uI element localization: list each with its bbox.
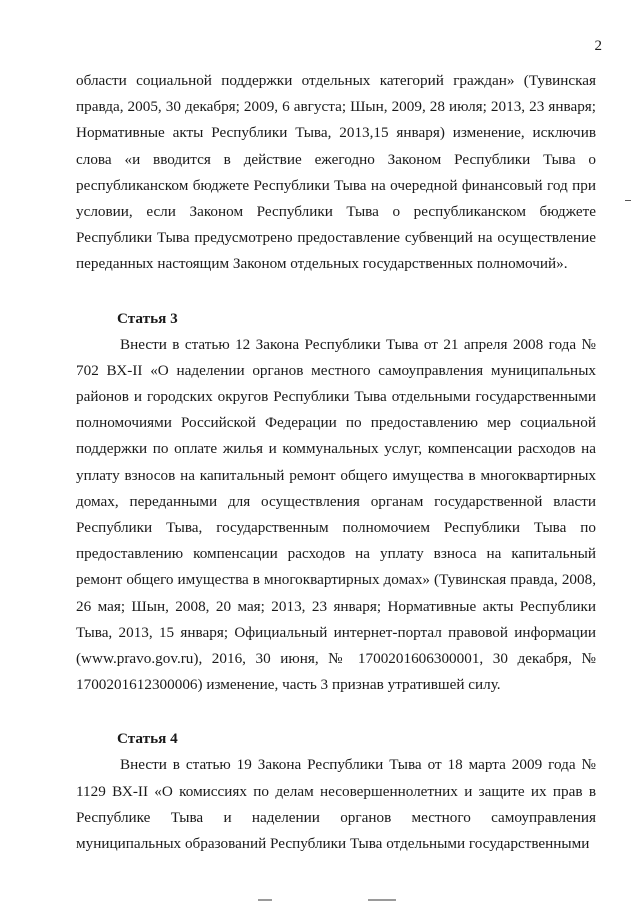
- scan-artifact: [368, 899, 396, 901]
- margin-mark: [625, 200, 631, 201]
- article-3-title: Статья 3: [117, 309, 178, 327]
- page-number: 2: [594, 38, 602, 54]
- article-4-title: Статья 4: [117, 730, 178, 748]
- document-body: [76, 68, 596, 857]
- article-3-text: Внести в статью 12 Закона Республики Тыва от 21 апреля 2008 года № 702 ВХ-II «О наделении органов местного самоуправления муниципальных районов и городских округов Республики Тыва отдельными государственными полномочиями Российской Федерации по предоставлению мер социальной поддержки по оплате жилья и коммунальных услуг, компенсации расходов на уплату взносов на капитальный ремонт общего имущества в многоквартирных домах, переданными для осуществления органам государственной власти Республики Тыва, государственным полномочием Республики Тыва по предоставлению компенсации расходов на уплату взноса на капитальный ремонт общего имущества в многоквартирных домах» (Тувинская правда, 2008, 26 мая; Шын, 2008, 20 мая; 2013, 23 января; Нормативные акты Республики Тыва, 2013, 15 января; Официальный интернет-портал правовой информации (www.pravo.gov.ru), 2016, 30 июня, № 1700201606300001, 30 декабря, № 1700201612300006) изменение, часть 3 признав утратившей силу.: [76, 335, 596, 694]
- article-4-text: Внести в статью 19 Закона Республики Тыва от 18 марта 2009 года № 1129 ВХ-II «О комиссиях по делам несовершеннолетних и защите их прав в Республике Тыва и наделении органов местного самоуправления муниципальных образований Республики Тыва отдельными государственными: [76, 756, 596, 853]
- intro-paragraph: области социальной поддержки отдельных категорий граждан» (Тувинская правда, 2005, 30 декабря; 2009, 6 августа; Шын, 2009, 28 июля; 2013, 23 января; Нормативные акты Республики Тыва, 2013,15 января) изменение, исключив слова «и вводится в действие ежегодно Законом Республики Тыва о республиканском бюджете Республики Тыва на очередной финансовый год при условии, если Законом Республики Тыва о республиканском бюджете Республики Тыва предусмотрено предоставление субвенций на осуществление переданных настоящим Законом отдельных государственных полномочий».: [76, 72, 596, 273]
- scan-artifact: [258, 899, 272, 901]
